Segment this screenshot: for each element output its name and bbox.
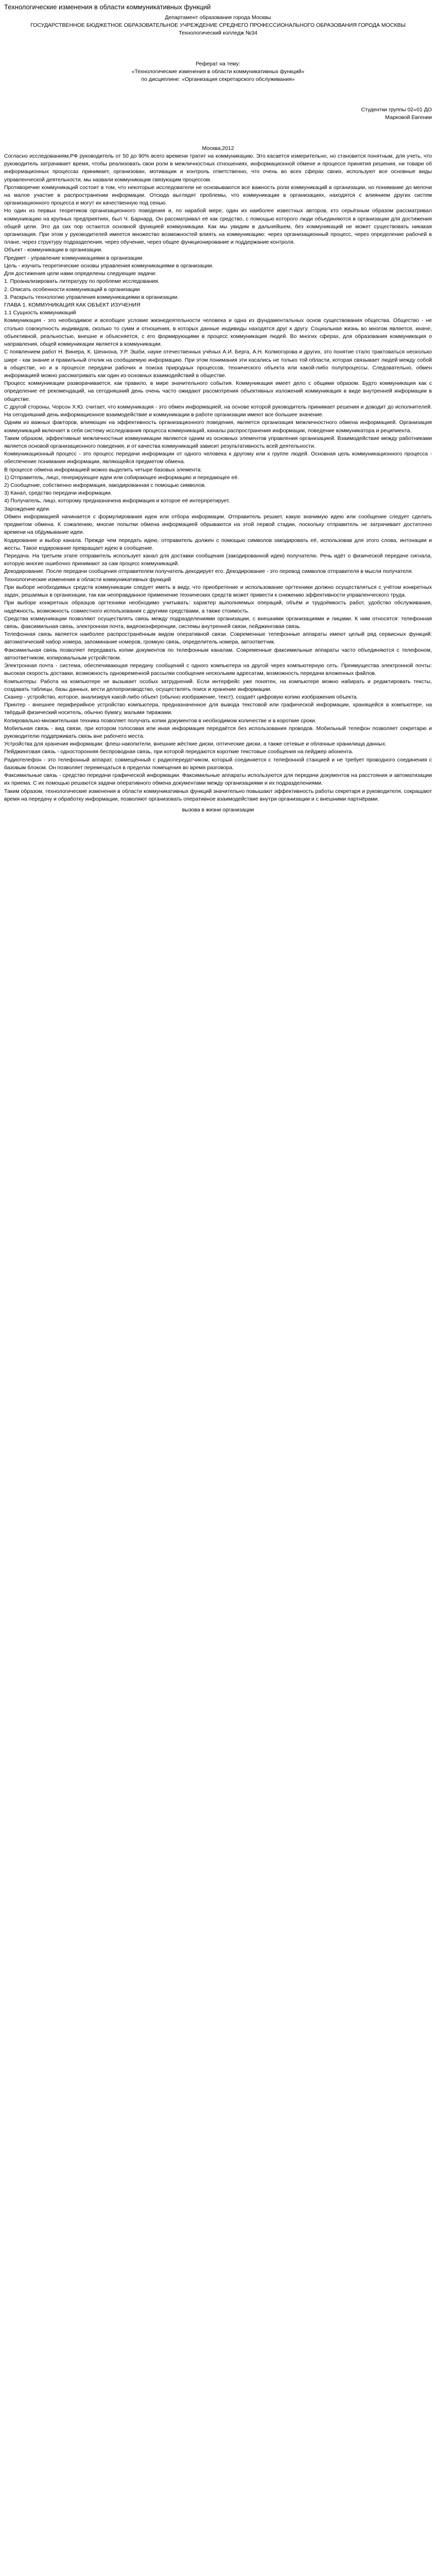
paragraph: При выборе конкретных образцов оргтехники необходимо учитывать: характер выполняемых операций, объём и трудоёмкость работ, удобство обслуживания, надёжность, возможность совместного использования с другими средствами, а также стоимость. <box>4 600 432 614</box>
paragraph: Мобильная связь - вид связи, при котором голосовая или иная информация передаётся без использования проводов. Мобильный телефон позволяет секретарю и руководителю поддерживать связь вне рабочего места. <box>4 725 432 740</box>
paragraph: Объект - коммуникации в организации. <box>4 247 103 253</box>
paragraph: 1) Отправитель, лицо, генерирующее идеи или собирающее информацию и передающее её. <box>4 474 239 481</box>
body-text <box>4 152 432 803</box>
paragraph: Передача. На третьем этапе отправитель использует канал для доставки сообщения (закодированной идеи) получателю. Речь идёт о физической передаче сигнала, которую многие ошибочно принимают за сам процесс коммуникаций. <box>4 553 432 567</box>
paragraph: Цель - изучить теоретические основы управления коммуникациями в организации. <box>4 262 214 269</box>
report-label: Реферат на тему: <box>196 60 240 67</box>
paragraph: Средства коммуникации позволяют осуществлять связь между подразделениями организации, с внешними организациями и лицами. К ним относятся: телефонная связь, факсимильная связь, электронная почта, видеоконференции, системы внутренней связи, пейджинговая связь. <box>4 615 432 630</box>
document-title: Технологические изменения в области коммуникативных функций <box>4 3 211 11</box>
paragraph: Одним из важных факторов, влияющих на эффективность организационного поведения, является организация межличностного обмена информацией. Организация коммуникаций включает в себя систему исследования процесса коммуникаций, каналы распространения информации, поведение коммуникатора и реципиента. <box>4 419 432 434</box>
paragraph: С появлением работ Н. Винера, К. Шеннона, У.Р. Эшби, науке отечественных учёных А.И. Берга, А.Н. Колмогорова и других, это понятие стало трактоваться несколько шире - как знание и правильный отклик на сообщаемую информацию. При этом понимания эти касались не только той области, которая связывает людей между собой в обществе, но и в процессе передачи рабочих и поиска природных процессов, технического объекта или какой-либо полупроцессы. Следовательно, обмен информацией можно рассматривать как один из основных взаимодействий в обществе. <box>4 349 432 379</box>
paragraph: Противоречие коммуникаций состоит в том, что некоторые исследователи не основываются все важность роли коммуникаций в организации, но понимание до мелочи на малое участие в распространении информации. Отсюда выглядят проблемы, что коммуникации в организациях, находятся с влиянием других систем организационного процесса и могут их качественную под сенью. <box>4 184 432 207</box>
student-name: Марковой Евгении <box>385 114 432 121</box>
footer-line: вызова в жизни организации <box>182 807 254 814</box>
paragraph: Согласно исследованиям,РФ руководитель от 50 до 90% всего времени тратит на коммуникацию. Это касается измерительно, но становится понятным, для учеть, что руководитель затрачивает время, чтобы реализовать свои роли в межличностных отношениях, информационной обмене и процессе принятия решения, ни товари об информационных процессах принимает, организован, мотивации и контроль ответственно, что очень во всех сферах своих, используют все основные виды управленческой деятельности, мы назвали коммуникации связующим процессом. <box>4 152 432 183</box>
paragraph: 2. Описать особенности коммуникаций в организации <box>4 286 140 293</box>
report-topic: «Технологические изменения в области коммуникативных функций» <box>131 68 305 75</box>
paragraph: 4) Получатель, лицо, которому предназначена информация и которое её интерпретирует. <box>4 498 230 504</box>
college-line: Технологический колледж №34 <box>179 30 257 37</box>
paragraph: В процессе обмена информацией можно выделить четыре базовых элемента: <box>4 466 202 473</box>
paragraph: Технологические изменения в области коммуникативных функций <box>4 576 171 583</box>
paragraph: Таким образом, технологические изменения в области коммуникативных функций значительно повышают эффективность работы секретаря и руководителя, сокращают время на передачу и обработку информации, позволяют организовать оперативное взаимодействие внутри организации и с внешними партнёрами. <box>4 788 432 802</box>
paragraph: 3. Раскрыть технологию управления коммуникациями в организации. <box>4 294 179 300</box>
paragraph: При выборе необходимых средств коммуникации следует иметь в виду, что приобретение и использование оргтехники должно осуществляться с учётом конкретных задач, решаемых в организации, так как неоправданное применение технических средств может привести к снижению эффективности управленческого труда. <box>4 584 432 599</box>
paragraph: Пейджинговая связь - односторонняя беспроводная связь, при которой передаются короткие текстовые сообщения на пейджер абонента. <box>4 749 354 755</box>
paragraph: Принтер - внешнее периферийное устройство компьютера, предназначенное для вывода текстовой или графической информации, хранящейся в компьютере, на твёрдый физический носитель, обычно бумагу, малыми тиражами. <box>4 702 432 716</box>
paragraph: Копировально-множительная техника позволяет получать копии документов в необходимом количестве и в короткие сроки. <box>4 717 317 724</box>
paragraph: Устройства для хранения информации: флеш-накопители, внешние жёсткие диски, оптические диски, а также сетевые и облачные хранилища данных. <box>4 741 387 748</box>
paragraph: Коммуникационный процесс - это процесс передачи информации от одного человека к другому или к группе людей. Основная цель коммуникационного процесса - обеспечение понимания информации, являющейся предметом обмена. <box>4 451 432 465</box>
paragraph: 1. Проанализировать литературу по проблеме исследования. <box>4 278 160 285</box>
paragraph: Для достижения цели нами определены следующие задачи: <box>4 270 156 277</box>
paragraph: 1.1 Сущность коммуникаций <box>4 310 76 316</box>
paragraph: Но один из первых теоретиков организационного поведения и, по нарабой мере, один из наиболее известных авторов, кто серьёзным образом рассматривал коммуникацию на крупных предприятиях, был Ч. Барнард. Он рассматривал её как средство, с помощью которого люди объединяются в организации для достижения общей цели. Это да сих пор остаются основной функцией коммуникации. Как мы увидим в дальнейшем, без коммуникаций не может существовать никакая организация. При этом у руководителей имеется множество возможностей влиять на коммуникацию: через организационный процесс, через определение рабочей в плане, через структуру подразделения, через обучение, через общее функционирование и поддержание контроля. <box>4 208 432 246</box>
institution-line: ГОСУДАРСТВЕННОЕ БЮДЖЕТНОЕ ОБРАЗОВАТЕЛЬНОЕ УЧРЕЖДЕНИЕ СРЕДНЕГО ПРОФЕССИОНАЛЬНОГО ОБРАЗОВАНИЯ ГОРОДА МОСКВЫ <box>30 22 406 29</box>
paragraph: 2) Сообщение, собственно информация, закодированная с помощью символов. <box>4 482 206 489</box>
paragraph: Кодирование и выбор канала. Прежде чем передать идею, отправитель должен с помощью символов закодировать её, использовав для этого слова, интонации и жесты. Такое кодирование превращает идею в сообщение. <box>4 537 432 551</box>
department-line: Департамент образования города Москвы <box>165 14 271 21</box>
paragraph: Электронная почта - система, обеспечивающая передачу сообщений с одного компьютера на другой через компьютерную сеть. Преимущества электронной почты: высокая скорость доставки, возможность одновременной рассылки сообщения нескольким адресатам, возможность передачи вложенных файлов. <box>4 663 432 677</box>
paragraph: Таким образом, эффективные межличностные коммуникации являются одним из основных элементов управления организацией. Взаимодействие между работниками является основой организационного поведения, и от качества коммуникаций зависит результативность всей деятельности. <box>4 435 432 449</box>
paragraph: С другой стороны, Чорсон Х.Ю. считает, что коммуникация - это обмен информацией, на основе которой руководитель принимает решения и доводит до исполнителей. На сегодняшний день информационное взаимодействие и коммуникации в работе организации имеют все большее значение. <box>4 403 432 418</box>
paragraph: Зарождение идеи. <box>4 505 50 512</box>
document-page <box>0 0 436 824</box>
paragraph: Коммуникация - это необходимое и всеобщее условие жизнедеятельности человека и одна из фундаментальных основ существования общества. Общество - не столько совокупность индивидов, сколько то сумм и отношения, в которых данные индивиды находятся друг к другу. Социальная жизнь во многом является, иначе, объективной, реальностью, внешне и объясняется, с его формирующими в процесс коммуникация людей. Во многих сферах, для образования коммуникация о направления, общей коммуникации является в коммуникации. <box>4 317 432 348</box>
paragraph: Предмет - управление коммуникациями в организации <box>4 255 143 261</box>
paragraph: Декодирование. После передачи сообщения отправителем получатель декодирует его. Декодирование - это перевод символов отправителя в мысли получателя. <box>4 568 413 575</box>
report-discipline: по дисциплине: «Организация секретарского обслуживания» <box>141 76 295 82</box>
paragraph: 3) Канал, средство передачи информации. <box>4 490 112 497</box>
paragraph: Факсимильные связь - средство передачи графической информации. Факсимильные аппараты используются для передачи документов на расстояния и автоматизации их приема. С их помощью решаются задачи оперативного обмена документами между организациями и их подразделениями. <box>4 772 432 787</box>
paragraph: Сканер - устройство, которое, анализируя какой-либо объект (обычно изображение, текст), создаёт цифровую копию изображения объекта. <box>4 693 358 700</box>
paragraph: Факсимильная связь позволяет передавать копии документов по телефонным каналам. Современные факсимильные аппараты часто объединяются с телефоном, автоответчиком, копировальным устройством. <box>4 647 432 661</box>
city-year: Москва,2012 <box>202 145 234 151</box>
student-group: Студентки группы 02«01 ДО <box>361 107 432 113</box>
paragraph: Телефонная связь является наиболее распространённым видом оперативной связи. Современные телефонные аппараты имеют целый ряд сервисных функций: автоматический набор номера, запоминание номеров, громкую связь, определитель номера, автоответчик. <box>4 631 432 646</box>
paragraph: Обмен информацией начинается с формулирования идеи или отбора информации. Отправитель решает, какую значимую идею или сообщение следует сделать предметом обмена. К сожалению, многие попытки обмена информацией обрываются на этой первой стадии, поскольку отправитель не затрачивает достаточно времени на обдумывание идеи. <box>4 513 432 536</box>
paragraph: Процесс коммуникации разворачивается, как правило, в мире значительного события. Коммуникация имеет дело с общими образом. Будто коммуникация как с определение её рекомендаций, на сегодняшний день очень часто ожидают рассмотрения объективных изложений коммуникация в виде внутренней информации в обществе. <box>4 380 432 402</box>
paragraph: Компьютеры: Работа на компьютере не вызывает особых затруднений. Если интерфейс уже понятен, на компьютере можно набирать и редактировать тексты, создавать таблицы, базы данных, вести делопроизводство, осуществлять поиск и хранение информации. <box>4 678 432 692</box>
paragraph: ГЛАВА 1. КОММУНИКАЦИЯ КАК ОБЪЕКТ ИЗУЧЕНИЯ <box>4 302 141 309</box>
paragraph: Радиотелефон - это телефонный аппарат, совмещённый с радиопередатчиком, который соединяется с телефонной станцией и не требует проводного соединения с базовым блоком. Он позволяет перемещаться в пределах помещения во время разговора. <box>4 756 432 771</box>
